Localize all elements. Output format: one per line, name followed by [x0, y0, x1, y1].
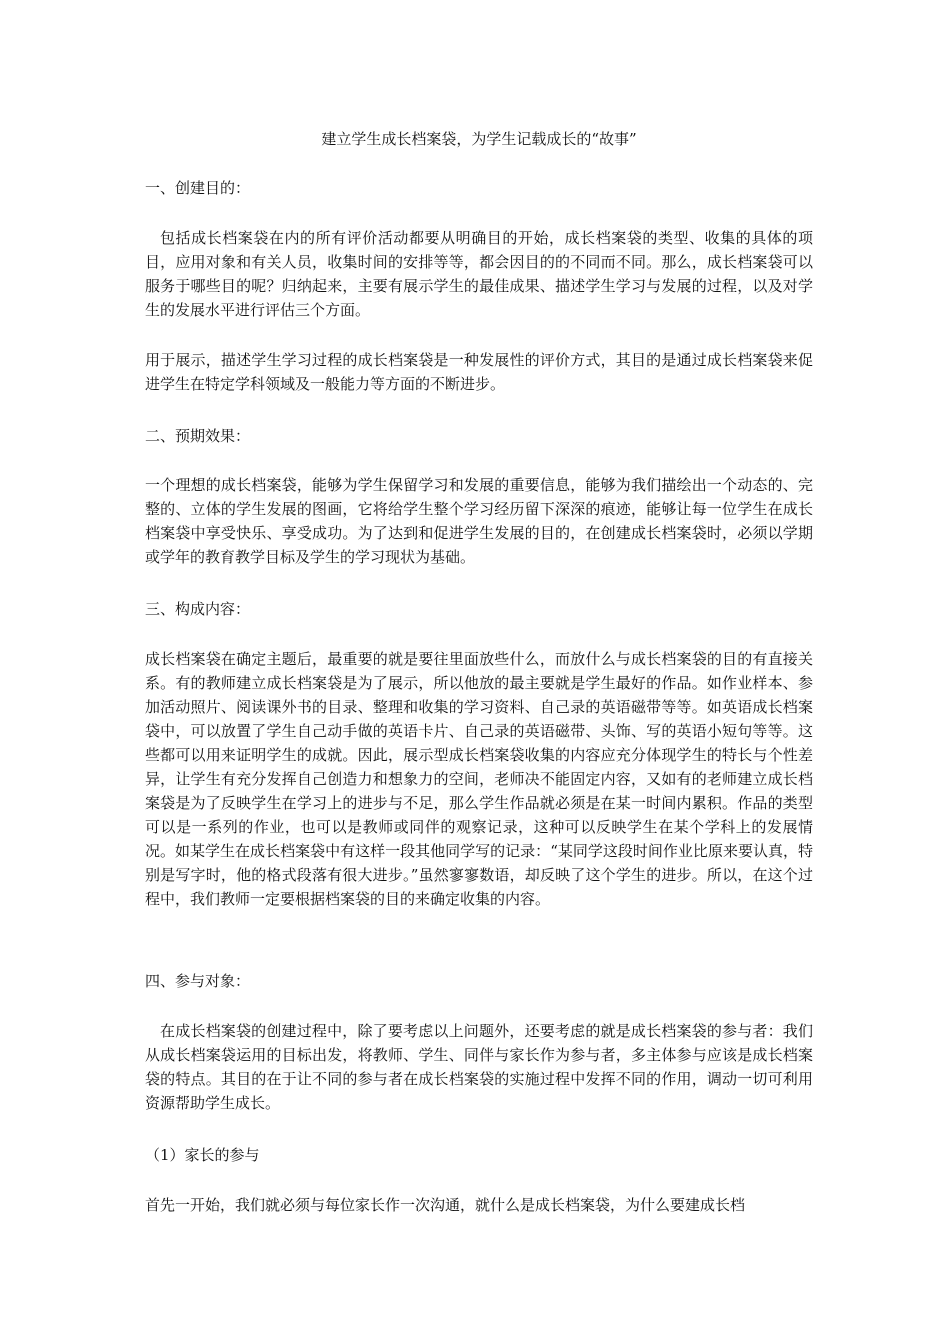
section-heading-contents: 三、构成内容：	[145, 600, 251, 618]
subsection-heading-parents: （1）家长的参与	[145, 1146, 260, 1164]
paragraph-purpose-intro: 包括成长档案袋在内的所有评价活动都要从明确目的开始，成长档案袋的类型、收集的具体的项目，应用对象和有关人员，收集时间的安排等等，都会因目的的不同而不同。那么，成长档案袋可以服务于哪些目的呢？归纳起来，主要有展示学生的最佳成果、描述学生学习与发展的过程，以及对学生的发展水平进行评估三个方面。	[145, 229, 813, 319]
document-title: 建立学生成长档案袋，为学生记载成长的“故事”	[321, 130, 637, 148]
section-heading-expected-effect: 二、预期效果：	[145, 427, 251, 445]
section-heading-purpose: 一、创建目的：	[145, 179, 251, 197]
paragraph-purpose-showcase: 用于展示，描述学生学习过程的成长档案袋是一种发展性的评价方式，其目的是通过成长档案袋来促进学生在特定学科领域及一般能力等方面的不断进步。	[145, 351, 813, 393]
paragraph-parents: 首先一开始，我们就必须与每位家长作一次沟通，就什么是成长档案袋，为什么要建成长档	[145, 1196, 746, 1214]
paragraph-participants: 在成长档案袋的创建过程中，除了要考虑以上问题外，还要考虑的就是成长档案袋的参与者：我们从成长档案袋运用的目标出发，将教师、学生、同伴与家长作为参与者，多主体参与应该是成长档案袋的特点。其目的在于让不同的参与者在成长档案袋的实施过程中发挥不同的作用，调动一切可利用资源帮助学生成长。	[145, 1022, 813, 1112]
paragraph-contents: 成长档案袋在确定主题后，最重要的就是要往里面放些什么，而放什么与成长档案袋的目的有直接关系。有的教师建立成长档案袋是为了展示，所以他放的最主要就是学生最好的作品。如作业样本、参加活动照片、阅读课外书的目录、整理和收集的学习资料、自己录的英语磁带等等。如英语成长档案袋中，可以放置了学生自己动手做的英语卡片、自己录的英语磁带、头饰、写的英语小短句等等。这些都可以用来证明学生的成就。因此，展示型成长档案袋收集的内容应充分体现学生的特长与个性差异，让学生有充分发挥自己创造力和想象力的空间，老师决不能固定内容，又如有的老师建立成长档案袋是为了反映学生在学习上的进步与不足，那么学生作品就必须是在某一时间内累积。作品的类型可以是一系列的作业，也可以是教师或同伴的观察记录，这种可以反映学生在某个学科上的发展情况。如某学生在成长档案袋中有这样一段其他同学写的记录：“某同学这段时间作业比原来要认真，特别是写字时，他的格式段落有很大进步。”虽然寥寥数语，却反映了这个学生的进步。所以，在这个过程中，我们教师一定要根据档案袋的目的来确定收集的内容。	[145, 650, 813, 908]
section-heading-participants: 四、参与对象：	[145, 972, 251, 990]
paragraph-expected-effect: 一个理想的成长档案袋，能够为学生保留学习和发展的重要信息，能够为我们描绘出一个动态的、完整的、立体的学生发展的图画，它将给学生整个学习经历留下深深的痕迹，能够让每一位学生在成长档案袋中享受快乐、享受成功。为了达到和促进学生发展的目的，在创建成长档案袋时，必须以学期或学年的教育教学目标及学生的学习现状为基础。	[145, 476, 813, 566]
